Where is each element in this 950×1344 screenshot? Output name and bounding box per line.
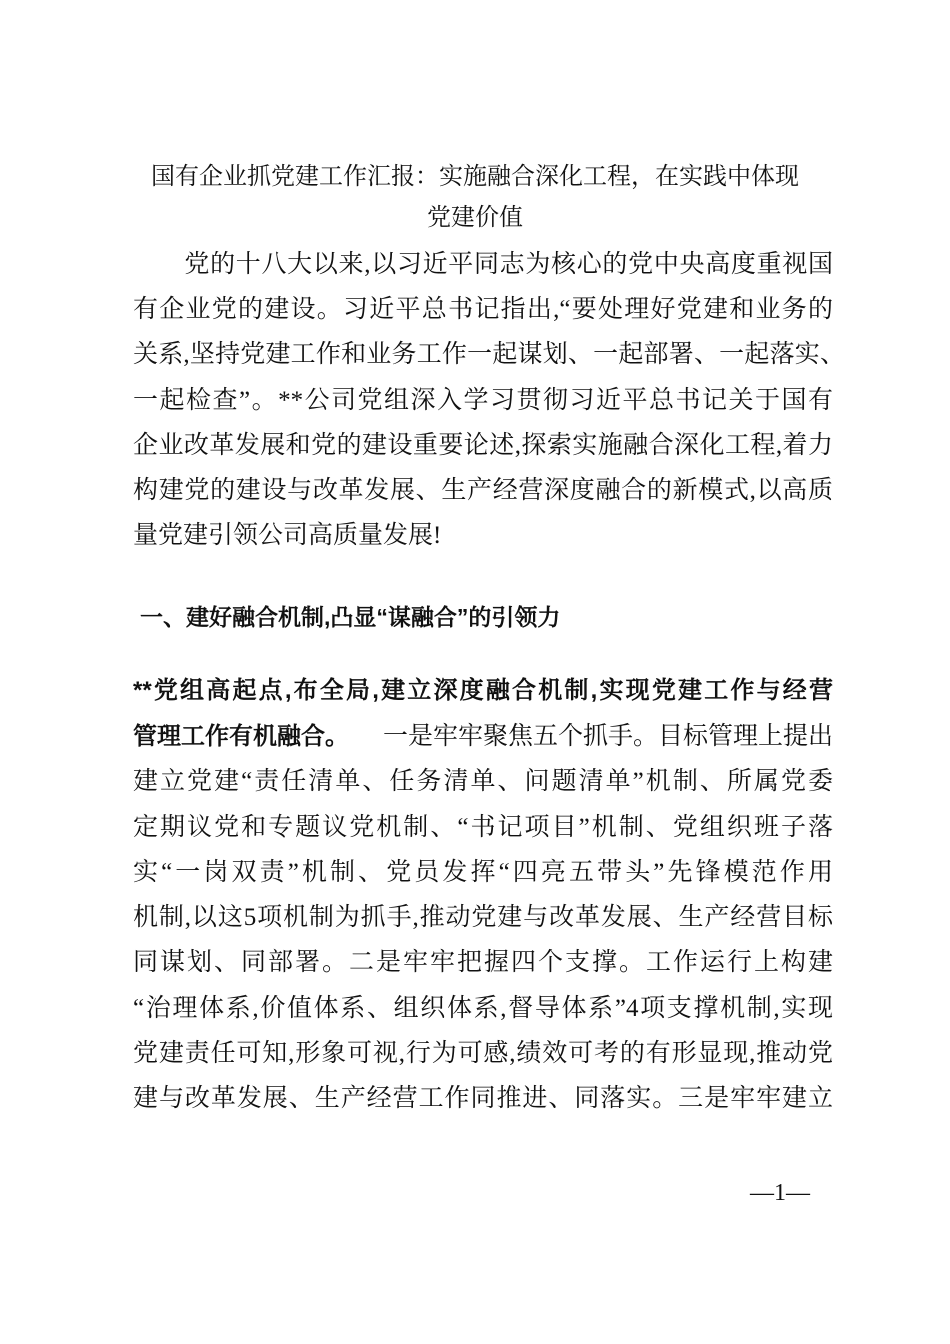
intro-line: 构建党的建设与改革发展、生产经营深度融合的新模式,以高质: [133, 477, 833, 504]
page-number: —1—: [750, 1180, 810, 1206]
section-line: 定期议党和专题议党机制、“书记项目”机制、党组织班子落: [133, 814, 833, 841]
section-line-rest: 一是牢牢聚焦五个抓手。目标管理上提出: [382, 723, 833, 750]
section-line: 建立党建“责任清单、任务清单、问题清单”机制、所属党委: [133, 768, 833, 795]
section-line: 建与改革发展、生产经营工作同推进、同落实。三是牢牢建立: [133, 1085, 833, 1112]
section-heading: 一、建好融合机制,凸显“谋融合”的引领力: [140, 604, 561, 630]
section-line: 机制,以这5项机制为抓手,推动党建与改革发展、生产经营目标: [133, 904, 833, 931]
intro-line: 量党建引领公司高质量发展!: [133, 522, 442, 549]
document-title-line-1: 国有企业抓党建工作汇报：实施融合深化工程，在实践中体现: [151, 164, 799, 190]
intro-line: 党的十八大以来,以习近平同志为核心的党中央高度重视国: [133, 251, 833, 278]
intro-line: 企业改革发展和党的建设重要论述,探索实施融合深化工程,着力: [133, 432, 833, 459]
section-line: 党建责任可知,形象可视,行为可感,绩效可考的有形显现,推动党: [133, 1040, 833, 1067]
intro-line: 关系,坚持党建工作和业务工作一起谋划、一起部署、一起落实、: [133, 341, 845, 368]
intro-line: 有企业党的建设。习近平总书记指出,“要处理好党建和业务的: [133, 296, 833, 323]
section-line: 同谋划、同部署。二是牢牢把握四个支撑。工作运行上构建: [133, 949, 833, 976]
document-title-line-2: 党建价值: [427, 205, 523, 231]
section-line: 实“一岗双责”机制、党员发挥“四亮五带头”先锋模范作用: [133, 859, 833, 886]
section-line: [133, 722, 833, 752]
intro-line: 一起检查”。**公司党组深入学习贯彻习近平总书记关于国有: [133, 387, 833, 414]
section-lead-line: **党组高起点,布全局,建立深度融合机制,实现党建工作与经营: [133, 677, 833, 704]
section-line: “治理体系,价值体系、组织体系,督导体系”4项支撑机制,实现: [133, 995, 833, 1022]
section-lead-bold: 管理工作有机融合。: [133, 723, 349, 750]
